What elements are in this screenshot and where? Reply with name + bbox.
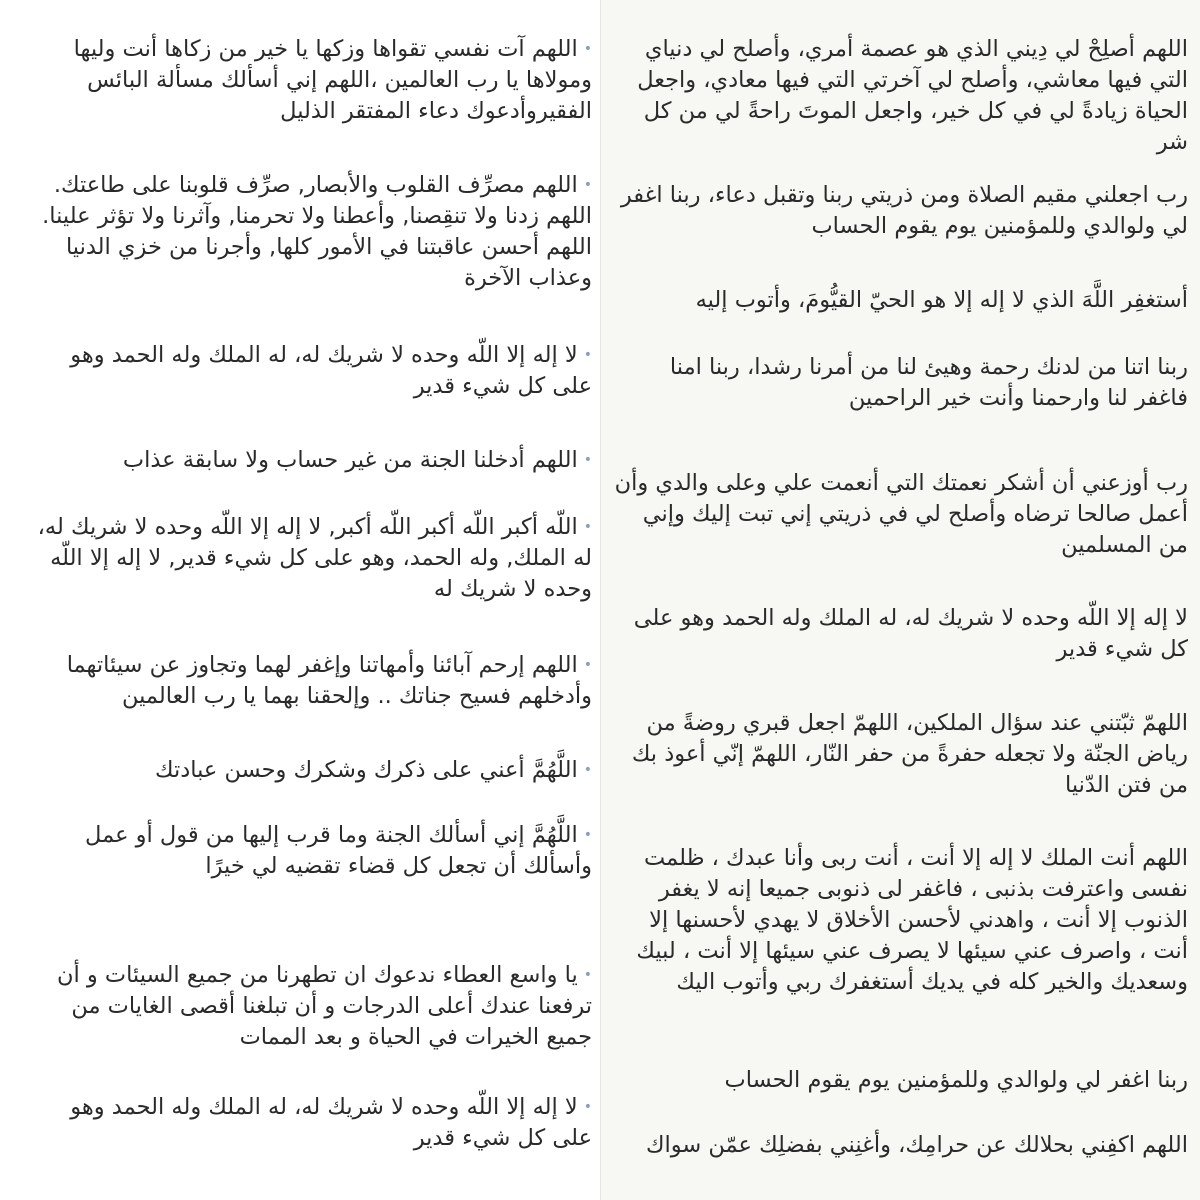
- supplication-item: [610, 708, 1188, 801]
- supplication-item: [27, 340, 592, 402]
- left-column: [10, 0, 600, 1200]
- supplication-text: اللّه أكبر اللّه أكبر اللّه أكبر, لا إله إلا اللّه وحده لا شريك له، له الملك, وله الحمد، وهو على كل شيء قدير, لا إله إلا اللّه وحده لا شريك له: [37, 514, 592, 602]
- supplication-text: أستغفِر اللَّهَ الذي لا إله إلا هو الحيّ القيُّومَ، وأتوب إليه: [695, 287, 1188, 313]
- supplication-text: رب اجعلني مقيم الصلاة ومن ذريتي ربنا وتقبل دعاء، ربنا اغفر لي ولوالدي وللمؤمنين يوم يقوم الحساب: [620, 182, 1188, 239]
- bullet-icon: •: [583, 762, 592, 778]
- supplication-text: ربنا اتنا من لدنك رحمة وهيئ لنا من أمرنا رشدا، ربنا امنا فاغفر لنا وارحمنا وأنت خير الراحمين: [669, 354, 1188, 411]
- supplication-item: [610, 34, 1188, 158]
- bullet-icon: •: [583, 452, 592, 468]
- supplication-text: اللهم أنت الملك لا إله إلا أنت ، أنت ربى وأنا عبدك ، ظلمت نفسى واعترفت بذنبى ، فاغفر لى ذنوبى جميعا إنه لا يغفر الذنوب إلا أنت ، واهدني لأحسن الأخلاق لا يهدي لأحسنها إلا أنت ، واصرف عني سيئها لا يصرف عني سيئها إلا أنت ، لبيك وسعديك والخير كله في يديك أستغفرك ربي وأتوب اليك: [636, 845, 1188, 995]
- supplication-item: [27, 34, 592, 127]
- supplication-text: اللهم أدخلنا الجنة من غير حساب ولا سابقة عذاب: [122, 447, 578, 473]
- supplication-text: لا إله إلا اللّه وحده لا شريك له، له الملك وله الحمد وهو على كل شيء قدير: [633, 605, 1188, 662]
- bullet-icon: •: [583, 1099, 592, 1115]
- supplication-item: [27, 650, 592, 712]
- bullet-icon: •: [583, 967, 592, 983]
- bullet-icon: •: [583, 177, 592, 193]
- supplication-item: [610, 843, 1188, 998]
- supplication-item: [610, 1065, 1188, 1096]
- supplication-text: اللَّهُمَّ أعني على ذكرك وشكرك وحسن عبادتك: [154, 757, 578, 783]
- supplication-text: اللهمّ ثبّتني عند سؤال الملكين، اللهمّ اجعل قبري روضةً من رياض الجنّة ولا تجعله حفرةً من حفر النّار، اللهمّ إنّي أعوذ بك من فتن الدّنيا: [631, 710, 1188, 798]
- supplication-text: اللهم أصلِحْ لي دِيني الذي هو عصمة أمري، وأصلح لي دنياي التي فيها معاشي، وأصلح لي آخرتي التي فيها معادي، واجعل الحياة زيادةً لي في كل خير، واجعل الموتَ راحةً لي من كل شر: [637, 36, 1188, 155]
- supplication-item: [27, 755, 592, 786]
- supplication-item: [610, 285, 1188, 316]
- supplication-text: اللهم مصرِّف القلوب والأبصار, صرِّف قلوبنا على طاعتك. اللهم زدنا ولا تنقِصنا, وأعطنا ولا تحرمنا, وآثرنا ولا تؤثر علينا. اللهم أحسن عاقبتنا في الأمور كلها, وأجرنا من خزي الدنيا وعذاب الآخرة: [42, 172, 592, 291]
- bullet-icon: •: [583, 827, 592, 843]
- bullet-icon: •: [583, 657, 592, 673]
- bullet-icon: •: [583, 519, 592, 535]
- supplication-item: [610, 180, 1188, 242]
- bullet-icon: •: [583, 41, 592, 57]
- supplication-item: [27, 960, 592, 1053]
- bullet-icon: •: [583, 347, 592, 363]
- supplication-item: [27, 820, 592, 882]
- supplication-item: [610, 468, 1188, 561]
- supplication-text: لا إله إلا اللّه وحده لا شريك له، له الملك وله الحمد وهو على كل شيء قدير: [70, 1094, 592, 1151]
- supplication-item: [610, 1130, 1188, 1161]
- supplication-item: [610, 352, 1188, 414]
- supplication-item: [27, 445, 592, 476]
- supplication-item: [27, 512, 592, 605]
- supplication-text: اللَّهُمَّ إني أسألك الجنة وما قرب إليها من قول أو عمل وأسألك أن تجعل كل قضاء تقضيه لي خيرًا: [85, 822, 592, 879]
- supplication-item: [27, 1092, 592, 1154]
- right-column: [600, 0, 1200, 1200]
- supplication-text: اللهم آت نفسي تقواها وزكها يا خير من زكاها أنت وليها ومولاها يا رب العالمين ،اللهم إني أسألك مسألة البائس الفقيروأدعوك دعاء المفتقر الذليل: [73, 36, 592, 124]
- supplication-item: [610, 603, 1188, 665]
- supplication-text: ربنا اغفر لي ولوالدي وللمؤمنين يوم يقوم الحساب: [724, 1067, 1188, 1093]
- supplication-text: اللهم اكفِني بحلالك عن حرامِك، وأغنِني بفضلِك عمّن سواك: [645, 1132, 1188, 1158]
- supplication-item: [27, 170, 592, 294]
- supplication-text: رب أوزعني أن أشكر نعمتك التي أنعمت علي وعلى والدي وأن أعمل صالحا ترضاه وأصلح لي في ذريتي إني تبت إليك وإني من المسلمين: [614, 470, 1188, 558]
- supplication-text: اللهم إرحم آبائنا وأمهاتنا وإغفر لهما وتجاوز عن سيئاتهما وأدخلهم فسيح جناتك .. وإلحقنا بهما يا رب العالمين: [66, 652, 592, 709]
- supplication-text: لا إله إلا اللّه وحده لا شريك له، له الملك وله الحمد وهو على كل شيء قدير: [70, 342, 592, 399]
- supplication-text: يا واسع العطاء ندعوك ان تطهرنا من جميع السيئات و أن ترفعنا عندك أعلى الدرجات و أن تبلغنا أقصى الغايات من جميع الخيرات في الحياة و بعد الممات: [56, 962, 592, 1050]
